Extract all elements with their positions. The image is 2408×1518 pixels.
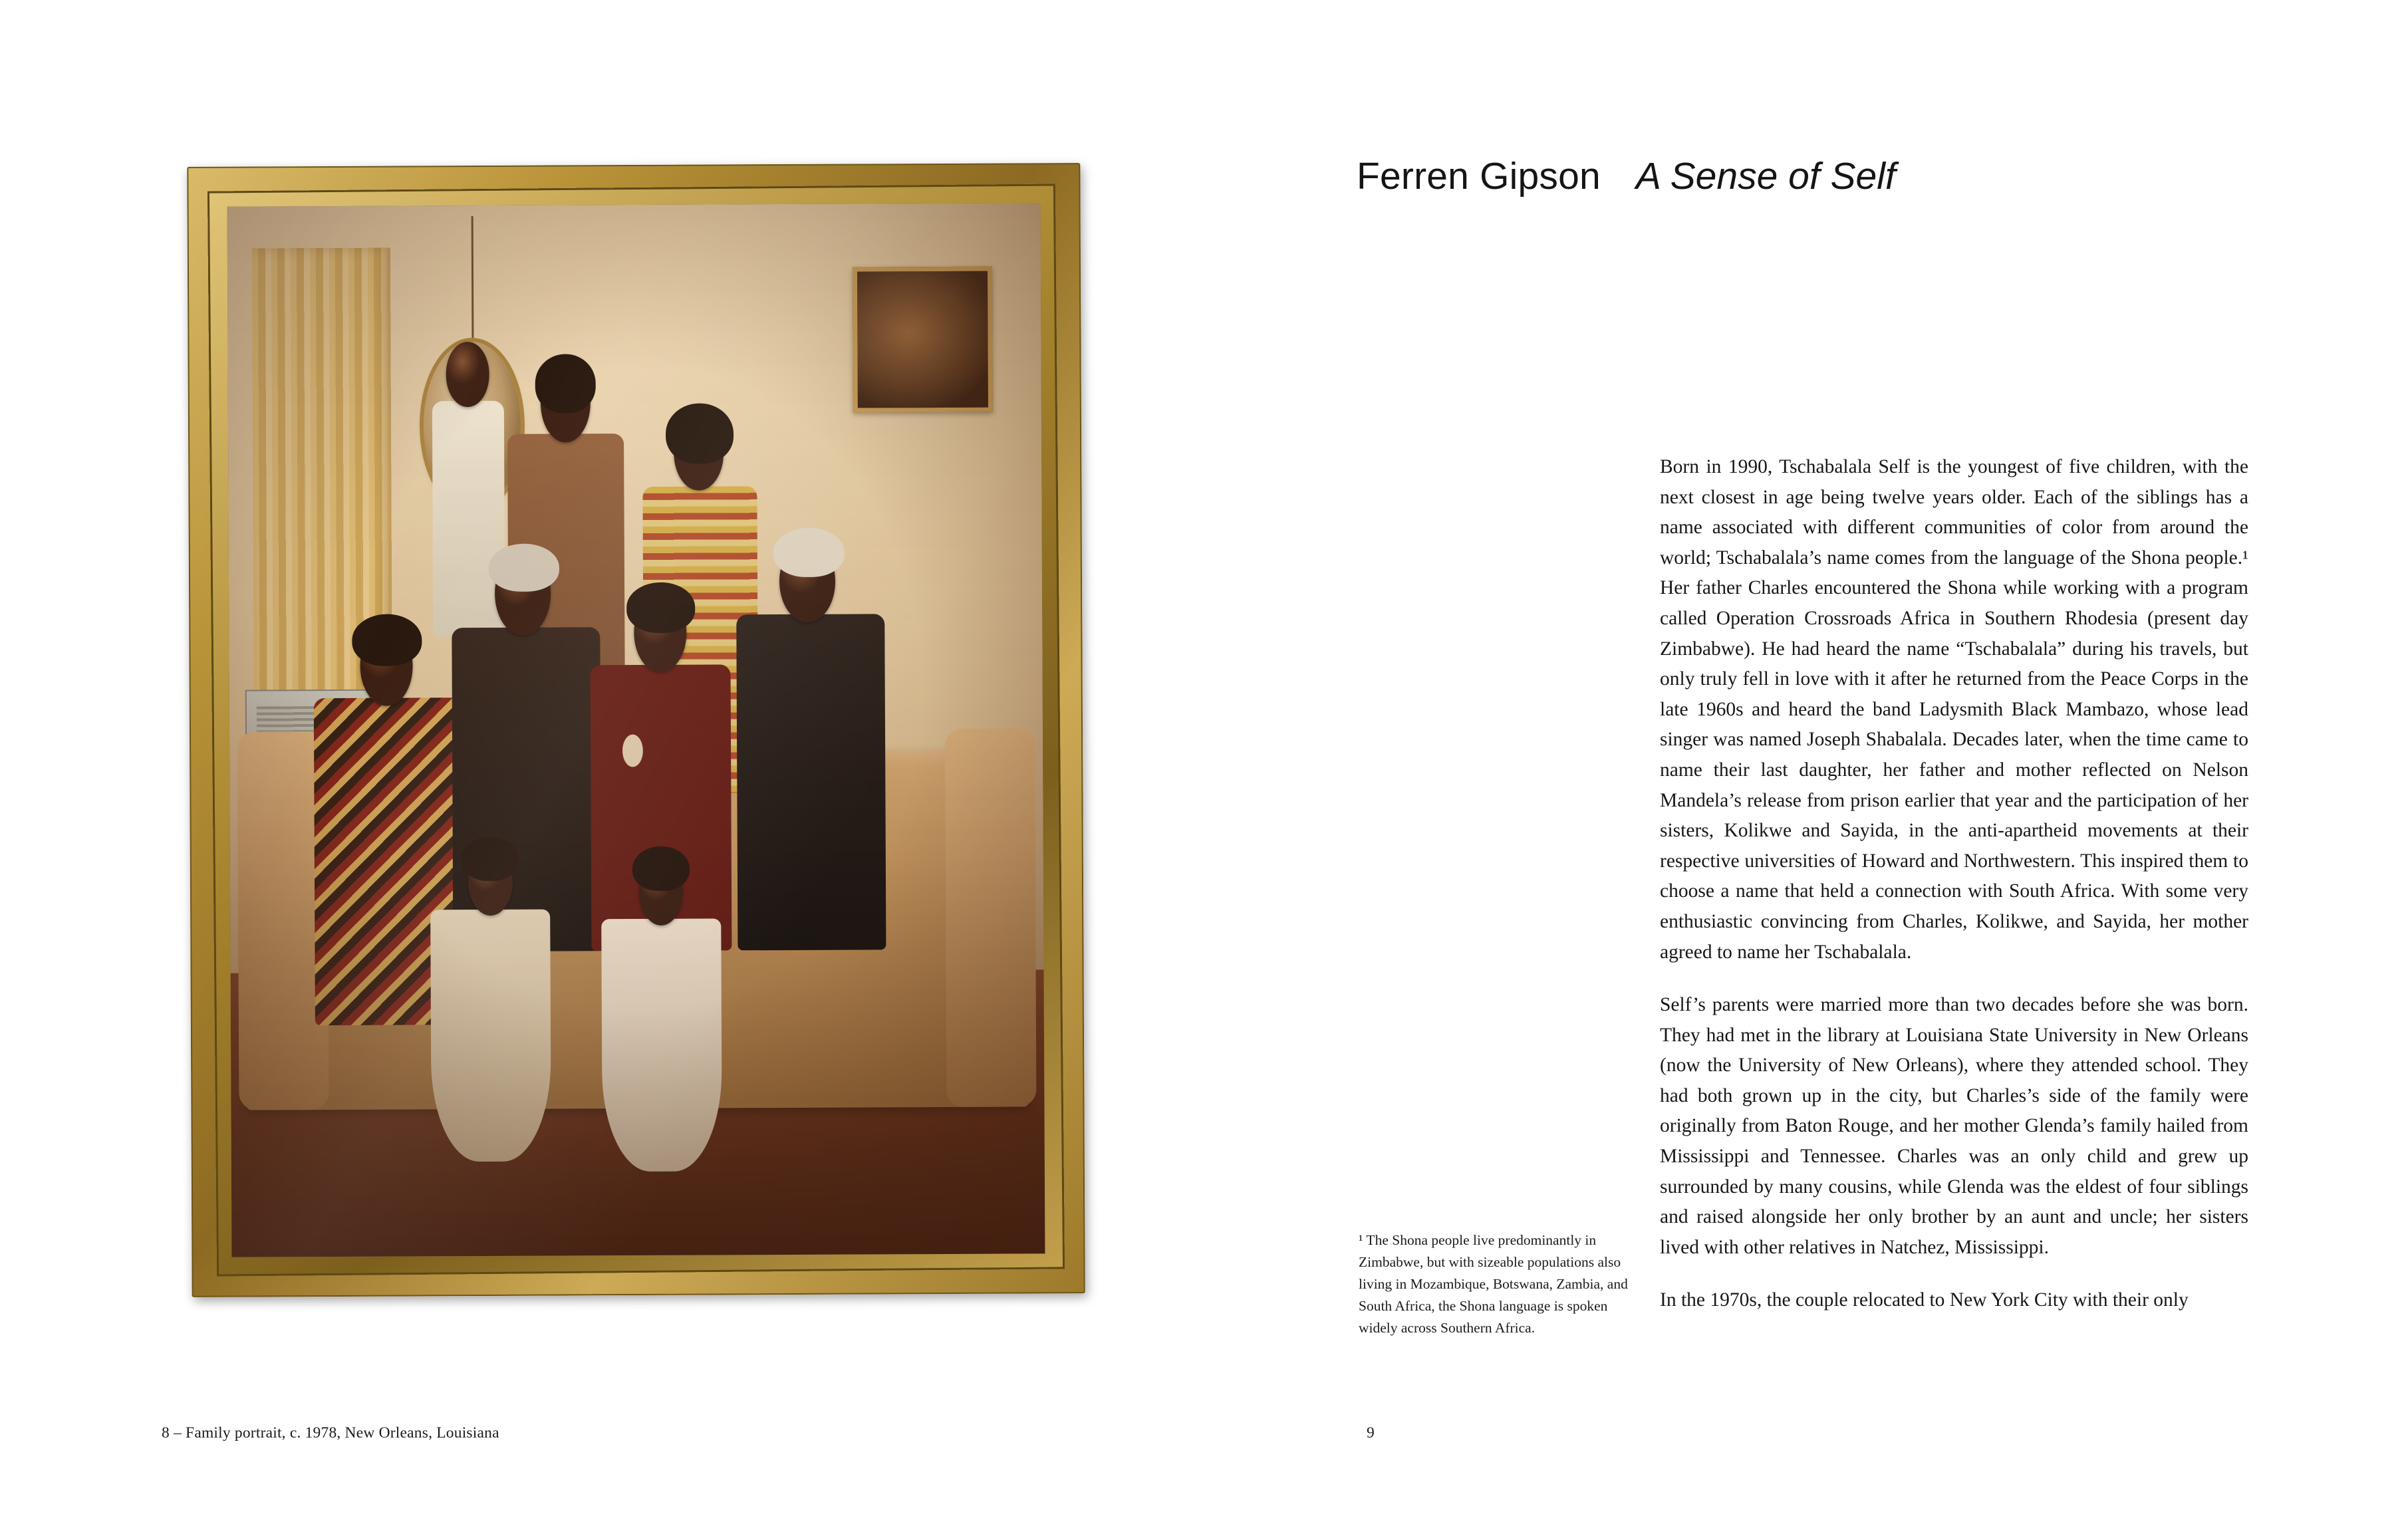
framed-photograph-plate (190, 165, 1083, 1295)
body-paragraph-3: In the 1970s, the couple relocated to New York City with their only (1660, 1289, 2189, 1311)
footnote-1: ¹ The Shona people live predominantly in Zimbabwe, but with sizeable populations also living in Mozambique, Botswana, Zambia, and South Africa, the Shona language is spoken widely across Southern Africa. (1359, 1232, 1628, 1336)
plate-caption: 8 – Family portrait, c. 1978, New Orleans, Louisiana (162, 1424, 499, 1442)
body-paragraph-1: Born in 1990, Tschabalala Self is the youngest of five children, with the next closest in age being twelve years older. Each of the siblings has a name associated with different communities of color from around the world; Tschabalala’s name comes from the language of the Shona people.¹ Her father Charles encountered the Shona while working with a program called Operation Crossroads Africa in Southern Rhodesia (present day Zimbabwe). He had heard the name “Tschabalala” during his travels, but only truly fell in love with it after he returned from the Peace Corps in the late 1960s and heard the band Ladysmith Black Mambazo, whose lead singer was named Joseph Shabalala. Decades later, when the time came to name their last daughter, her father and mother reflected on Nelson Mandela’s release from prison earlier that year and the participation of her sisters, Kolikwe and Sayida, in the anti-apartheid movements at their respective universities of Howard and Northwestern. This inspired them to choose a name that held a connection with South Africa. With some very enthusiastic convincing from Charles, Kolikwe, and Sayida, her mother agreed to name her Tschabalala. (1660, 456, 2248, 963)
photo-color-cast (227, 203, 1045, 1257)
essay-body (1660, 452, 2248, 1316)
family-portrait-photo (227, 203, 1045, 1257)
essay-author: Ferren Gipson (1357, 155, 1601, 197)
body-paragraph-2: Self’s parents were married more than two decades before she was born. They had met in the library at Louisiana State University in New Orleans (now the University of New Orleans), where they attended school. They had both grown up in the city, but Charles’s side of the family were originally from Baton Rouge, and her mother Glenda’s family hailed from Mississippi and Tennessee. Charles was an only child and grew up surrounded by many cousins, while Glenda was the eldest of four siblings and raised alongside her only brother by an aunt and uncle; her sisters lived with other relatives in Natchez, Mississippi. (1660, 994, 2248, 1258)
page-number: 9 (1367, 1424, 1375, 1442)
essay-heading (1357, 154, 2241, 198)
page-title: A Sense of Self (1635, 155, 1896, 197)
